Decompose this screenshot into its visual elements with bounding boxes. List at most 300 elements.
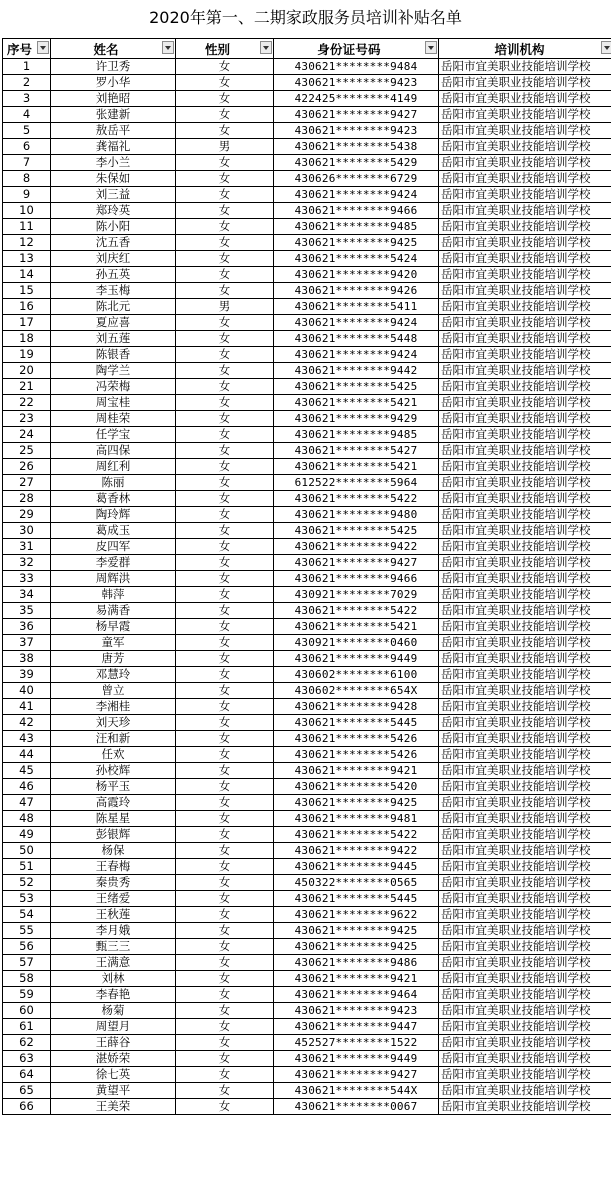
cell-institution[interactable]: 岳阳市宜美职业技能培训学校 (439, 747, 611, 763)
cell-name[interactable]: 湛娇荣 (51, 1051, 176, 1067)
cell-no[interactable]: 14 (3, 267, 51, 283)
cell-no[interactable]: 3 (3, 91, 51, 107)
cell-sex[interactable]: 女 (176, 395, 274, 411)
cell-no[interactable]: 33 (3, 571, 51, 587)
cell-no[interactable]: 8 (3, 171, 51, 187)
cell-name[interactable]: 王美荣 (51, 1099, 176, 1115)
cell-no[interactable]: 34 (3, 587, 51, 603)
cell-institution[interactable]: 岳阳市宜美职业技能培训学校 (439, 635, 611, 651)
cell-id-number[interactable]: 430621********9486 (274, 955, 439, 971)
cell-sex[interactable]: 女 (176, 411, 274, 427)
cell-institution[interactable]: 岳阳市宜美职业技能培训学校 (439, 315, 611, 331)
cell-name[interactable]: 王绪爱 (51, 891, 176, 907)
cell-sex[interactable]: 女 (176, 459, 274, 475)
cell-name[interactable]: 张建新 (51, 107, 176, 123)
cell-sex[interactable]: 女 (176, 491, 274, 507)
cell-no[interactable]: 18 (3, 331, 51, 347)
cell-institution[interactable]: 岳阳市宜美职业技能培训学校 (439, 571, 611, 587)
cell-name[interactable]: 周桂荣 (51, 411, 176, 427)
cell-id-number[interactable]: 430621********9449 (274, 651, 439, 667)
cell-no[interactable]: 7 (3, 155, 51, 171)
cell-id-number[interactable]: 430621********5421 (274, 459, 439, 475)
cell-sex[interactable]: 女 (176, 107, 274, 123)
cell-name[interactable]: 刘艳昭 (51, 91, 176, 107)
cell-institution[interactable]: 岳阳市宜美职业技能培训学校 (439, 715, 611, 731)
filter-dropdown-icon[interactable] (162, 41, 174, 54)
cell-name[interactable]: 陈星星 (51, 811, 176, 827)
filter-dropdown-icon[interactable] (601, 41, 611, 54)
column-header-org[interactable] (439, 39, 611, 59)
cell-institution[interactable]: 岳阳市宜美职业技能培训学校 (439, 779, 611, 795)
cell-id-number[interactable]: 430621********9422 (274, 843, 439, 859)
cell-no[interactable]: 51 (3, 859, 51, 875)
cell-no[interactable]: 22 (3, 395, 51, 411)
cell-id-number[interactable]: 430621********9427 (274, 555, 439, 571)
cell-no[interactable]: 16 (3, 299, 51, 315)
cell-name[interactable]: 敖岳平 (51, 123, 176, 139)
cell-no[interactable]: 11 (3, 219, 51, 235)
cell-institution[interactable]: 岳阳市宜美职业技能培训学校 (439, 187, 611, 203)
cell-name[interactable]: 杨早霞 (51, 619, 176, 635)
cell-sex[interactable]: 女 (176, 379, 274, 395)
cell-institution[interactable]: 岳阳市宜美职业技能培训学校 (439, 1083, 611, 1099)
cell-id-number[interactable]: 430621********5411 (274, 299, 439, 315)
cell-no[interactable]: 20 (3, 363, 51, 379)
cell-no[interactable]: 36 (3, 619, 51, 635)
cell-id-number[interactable]: 430621********9449 (274, 1051, 439, 1067)
cell-institution[interactable]: 岳阳市宜美职业技能培训学校 (439, 939, 611, 955)
cell-name[interactable]: 皮四军 (51, 539, 176, 555)
cell-id-number[interactable]: 430621********0067 (274, 1099, 439, 1115)
cell-institution[interactable]: 岳阳市宜美职业技能培训学校 (439, 1019, 611, 1035)
cell-name[interactable]: 韩萍 (51, 587, 176, 603)
cell-sex[interactable]: 女 (176, 987, 274, 1003)
cell-no[interactable]: 2 (3, 75, 51, 91)
cell-institution[interactable]: 岳阳市宜美职业技能培训学校 (439, 619, 611, 635)
cell-name[interactable]: 汪和新 (51, 731, 176, 747)
cell-sex[interactable]: 女 (176, 1003, 274, 1019)
cell-no[interactable]: 32 (3, 555, 51, 571)
cell-id-number[interactable]: 422425********4149 (274, 91, 439, 107)
filter-dropdown-icon[interactable] (260, 41, 272, 54)
cell-sex[interactable]: 女 (176, 507, 274, 523)
cell-institution[interactable]: 岳阳市宜美职业技能培训学校 (439, 91, 611, 107)
cell-id-number[interactable]: 430621********5445 (274, 891, 439, 907)
cell-institution[interactable]: 岳阳市宜美职业技能培训学校 (439, 1003, 611, 1019)
cell-institution[interactable]: 岳阳市宜美职业技能培训学校 (439, 1099, 611, 1115)
cell-no[interactable]: 21 (3, 379, 51, 395)
cell-institution[interactable]: 岳阳市宜美职业技能培训学校 (439, 843, 611, 859)
cell-id-number[interactable]: 430621********9425 (274, 235, 439, 251)
cell-sex[interactable]: 女 (176, 811, 274, 827)
cell-id-number[interactable]: 430621********9442 (274, 363, 439, 379)
cell-no[interactable]: 29 (3, 507, 51, 523)
cell-name[interactable]: 高四保 (51, 443, 176, 459)
cell-sex[interactable]: 女 (176, 651, 274, 667)
cell-name[interactable]: 沈五香 (51, 235, 176, 251)
cell-no[interactable]: 55 (3, 923, 51, 939)
cell-no[interactable]: 54 (3, 907, 51, 923)
cell-id-number[interactable]: 450322********0565 (274, 875, 439, 891)
cell-name[interactable]: 任学宝 (51, 427, 176, 443)
cell-sex[interactable]: 女 (176, 155, 274, 171)
cell-id-number[interactable]: 430621********5421 (274, 395, 439, 411)
column-header-no[interactable] (3, 39, 51, 59)
cell-no[interactable]: 38 (3, 651, 51, 667)
cell-no[interactable]: 27 (3, 475, 51, 491)
cell-institution[interactable]: 岳阳市宜美职业技能培训学校 (439, 859, 611, 875)
cell-sex[interactable]: 女 (176, 683, 274, 699)
cell-sex[interactable]: 女 (176, 955, 274, 971)
cell-sex[interactable]: 女 (176, 795, 274, 811)
cell-name[interactable]: 彭银辉 (51, 827, 176, 843)
cell-id-number[interactable]: 430621********9466 (274, 571, 439, 587)
filter-dropdown-icon[interactable] (37, 41, 49, 54)
cell-no[interactable]: 40 (3, 683, 51, 699)
cell-no[interactable]: 4 (3, 107, 51, 123)
cell-id-number[interactable]: 430621********5426 (274, 747, 439, 763)
cell-name[interactable]: 孙校辉 (51, 763, 176, 779)
cell-institution[interactable]: 岳阳市宜美职业技能培训学校 (439, 395, 611, 411)
cell-id-number[interactable]: 430921********0460 (274, 635, 439, 651)
cell-name[interactable]: 陈小阳 (51, 219, 176, 235)
cell-institution[interactable]: 岳阳市宜美职业技能培训学校 (439, 107, 611, 123)
cell-institution[interactable]: 岳阳市宜美职业技能培训学校 (439, 427, 611, 443)
filter-dropdown-icon[interactable] (425, 41, 437, 54)
cell-institution[interactable]: 岳阳市宜美职业技能培训学校 (439, 235, 611, 251)
cell-id-number[interactable]: 430621********5425 (274, 523, 439, 539)
cell-no[interactable]: 12 (3, 235, 51, 251)
cell-name[interactable]: 陶玲辉 (51, 507, 176, 523)
cell-sex[interactable]: 女 (176, 59, 274, 75)
cell-id-number[interactable]: 430621********9445 (274, 859, 439, 875)
cell-institution[interactable]: 岳阳市宜美职业技能培训学校 (439, 507, 611, 523)
cell-id-number[interactable]: 430621********9466 (274, 203, 439, 219)
cell-name[interactable]: 李月娥 (51, 923, 176, 939)
cell-institution[interactable]: 岳阳市宜美职业技能培训学校 (439, 475, 611, 491)
cell-name[interactable]: 曾立 (51, 683, 176, 699)
cell-no[interactable]: 17 (3, 315, 51, 331)
cell-id-number[interactable]: 430621********9421 (274, 971, 439, 987)
cell-sex[interactable]: 女 (176, 171, 274, 187)
cell-no[interactable]: 59 (3, 987, 51, 1003)
cell-sex[interactable]: 女 (176, 1067, 274, 1083)
cell-name[interactable]: 冯荣梅 (51, 379, 176, 395)
cell-id-number[interactable]: 430621********9484 (274, 59, 439, 75)
cell-institution[interactable]: 岳阳市宜美职业技能培训学校 (439, 443, 611, 459)
cell-sex[interactable]: 女 (176, 971, 274, 987)
cell-sex[interactable]: 女 (176, 747, 274, 763)
cell-name[interactable]: 许卫秀 (51, 59, 176, 75)
cell-institution[interactable]: 岳阳市宜美职业技能培训学校 (439, 283, 611, 299)
cell-id-number[interactable]: 430621********9426 (274, 283, 439, 299)
cell-institution[interactable]: 岳阳市宜美职业技能培训学校 (439, 379, 611, 395)
cell-no[interactable]: 24 (3, 427, 51, 443)
cell-no[interactable]: 56 (3, 939, 51, 955)
cell-id-number[interactable]: 430621********5420 (274, 779, 439, 795)
cell-id-number[interactable]: 430621********544X (274, 1083, 439, 1099)
cell-no[interactable]: 47 (3, 795, 51, 811)
cell-name[interactable]: 陈丽 (51, 475, 176, 491)
cell-sex[interactable]: 女 (176, 843, 274, 859)
cell-institution[interactable]: 岳阳市宜美职业技能培训学校 (439, 1067, 611, 1083)
cell-sex[interactable]: 女 (176, 347, 274, 363)
cell-institution[interactable]: 岳阳市宜美职业技能培训学校 (439, 251, 611, 267)
cell-no[interactable]: 66 (3, 1099, 51, 1115)
cell-name[interactable]: 李春艳 (51, 987, 176, 1003)
cell-no[interactable]: 15 (3, 283, 51, 299)
cell-institution[interactable]: 岳阳市宜美职业技能培训学校 (439, 907, 611, 923)
cell-no[interactable]: 9 (3, 187, 51, 203)
cell-id-number[interactable]: 430602********6100 (274, 667, 439, 683)
cell-no[interactable]: 65 (3, 1083, 51, 1099)
cell-name[interactable]: 王春梅 (51, 859, 176, 875)
cell-sex[interactable]: 女 (176, 187, 274, 203)
cell-no[interactable]: 64 (3, 1067, 51, 1083)
cell-name[interactable]: 刘林 (51, 971, 176, 987)
cell-institution[interactable]: 岳阳市宜美职业技能培训学校 (439, 75, 611, 91)
cell-name[interactable]: 刘庆红 (51, 251, 176, 267)
cell-id-number[interactable]: 430621********9423 (274, 75, 439, 91)
cell-id-number[interactable]: 430621********9422 (274, 539, 439, 555)
cell-id-number[interactable]: 430621********9428 (274, 699, 439, 715)
cell-id-number[interactable]: 430621********9481 (274, 811, 439, 827)
cell-institution[interactable]: 岳阳市宜美职业技能培训学校 (439, 683, 611, 699)
cell-no[interactable]: 26 (3, 459, 51, 475)
cell-institution[interactable]: 岳阳市宜美职业技能培训学校 (439, 699, 611, 715)
cell-institution[interactable]: 岳阳市宜美职业技能培训学校 (439, 795, 611, 811)
cell-sex[interactable]: 女 (176, 443, 274, 459)
cell-sex[interactable]: 女 (176, 779, 274, 795)
cell-id-number[interactable]: 430621********9464 (274, 987, 439, 1003)
cell-name[interactable]: 周辉洪 (51, 571, 176, 587)
cell-name[interactable]: 唐芳 (51, 651, 176, 667)
cell-institution[interactable]: 岳阳市宜美职业技能培训学校 (439, 731, 611, 747)
cell-institution[interactable]: 岳阳市宜美职业技能培训学校 (439, 139, 611, 155)
cell-no[interactable]: 19 (3, 347, 51, 363)
cell-id-number[interactable]: 430621********5429 (274, 155, 439, 171)
cell-sex[interactable]: 女 (176, 619, 274, 635)
cell-sex[interactable]: 女 (176, 235, 274, 251)
cell-sex[interactable]: 女 (176, 827, 274, 843)
cell-id-number[interactable]: 612522********5964 (274, 475, 439, 491)
cell-institution[interactable]: 岳阳市宜美职业技能培训学校 (439, 123, 611, 139)
cell-id-number[interactable]: 430626********6729 (274, 171, 439, 187)
cell-name[interactable]: 陈北元 (51, 299, 176, 315)
cell-no[interactable]: 10 (3, 203, 51, 219)
cell-id-number[interactable]: 430621********9429 (274, 411, 439, 427)
cell-sex[interactable]: 女 (176, 667, 274, 683)
cell-institution[interactable]: 岳阳市宜美职业技能培训学校 (439, 523, 611, 539)
cell-name[interactable]: 秦贵秀 (51, 875, 176, 891)
cell-id-number[interactable]: 430621********5422 (274, 827, 439, 843)
cell-no[interactable]: 31 (3, 539, 51, 555)
cell-id-number[interactable]: 430621********5426 (274, 731, 439, 747)
cell-sex[interactable]: 女 (176, 1083, 274, 1099)
cell-id-number[interactable]: 430621********9480 (274, 507, 439, 523)
cell-name[interactable]: 葛香林 (51, 491, 176, 507)
cell-sex[interactable]: 女 (176, 1019, 274, 1035)
cell-no[interactable]: 28 (3, 491, 51, 507)
cell-sex[interactable]: 女 (176, 699, 274, 715)
cell-institution[interactable]: 岳阳市宜美职业技能培训学校 (439, 603, 611, 619)
cell-no[interactable]: 52 (3, 875, 51, 891)
cell-sex[interactable]: 女 (176, 203, 274, 219)
cell-no[interactable]: 46 (3, 779, 51, 795)
cell-id-number[interactable]: 430621********5427 (274, 443, 439, 459)
cell-id-number[interactable]: 430621********5421 (274, 619, 439, 635)
cell-name[interactable]: 王薛谷 (51, 1035, 176, 1051)
cell-id-number[interactable]: 430621********9425 (274, 923, 439, 939)
cell-name[interactable]: 甄三三 (51, 939, 176, 955)
cell-sex[interactable]: 女 (176, 75, 274, 91)
cell-id-number[interactable]: 452527********1522 (274, 1035, 439, 1051)
cell-id-number[interactable]: 430621********9485 (274, 427, 439, 443)
cell-no[interactable]: 41 (3, 699, 51, 715)
cell-id-number[interactable]: 430621********9447 (274, 1019, 439, 1035)
cell-name[interactable]: 徐七英 (51, 1067, 176, 1083)
cell-institution[interactable]: 岳阳市宜美职业技能培训学校 (439, 923, 611, 939)
cell-id-number[interactable]: 430621********9427 (274, 1067, 439, 1083)
cell-no[interactable]: 57 (3, 955, 51, 971)
cell-institution[interactable]: 岳阳市宜美职业技能培训学校 (439, 875, 611, 891)
cell-sex[interactable]: 女 (176, 251, 274, 267)
cell-name[interactable]: 陶学兰 (51, 363, 176, 379)
cell-name[interactable]: 夏应喜 (51, 315, 176, 331)
cell-id-number[interactable]: 430621********9424 (274, 315, 439, 331)
cell-no[interactable]: 13 (3, 251, 51, 267)
cell-id-number[interactable]: 430621********9425 (274, 939, 439, 955)
cell-id-number[interactable]: 430621********5448 (274, 331, 439, 347)
cell-sex[interactable]: 男 (176, 139, 274, 155)
cell-name[interactable]: 杨菊 (51, 1003, 176, 1019)
cell-sex[interactable]: 女 (176, 731, 274, 747)
cell-institution[interactable]: 岳阳市宜美职业技能培训学校 (439, 491, 611, 507)
cell-institution[interactable]: 岳阳市宜美职业技能培训学校 (439, 539, 611, 555)
cell-institution[interactable]: 岳阳市宜美职业技能培训学校 (439, 219, 611, 235)
cell-name[interactable]: 童军 (51, 635, 176, 651)
cell-institution[interactable]: 岳阳市宜美职业技能培训学校 (439, 651, 611, 667)
cell-name[interactable]: 李爱群 (51, 555, 176, 571)
cell-id-number[interactable]: 430621********5424 (274, 251, 439, 267)
cell-no[interactable]: 58 (3, 971, 51, 987)
cell-sex[interactable]: 女 (176, 315, 274, 331)
cell-institution[interactable]: 岳阳市宜美职业技能培训学校 (439, 987, 611, 1003)
cell-sex[interactable]: 女 (176, 475, 274, 491)
cell-name[interactable]: 李玉梅 (51, 283, 176, 299)
cell-sex[interactable]: 女 (176, 331, 274, 347)
cell-sex[interactable]: 女 (176, 123, 274, 139)
cell-sex[interactable]: 女 (176, 763, 274, 779)
cell-name[interactable]: 王满意 (51, 955, 176, 971)
cell-sex[interactable]: 女 (176, 1099, 274, 1115)
cell-name[interactable]: 易满香 (51, 603, 176, 619)
cell-name[interactable]: 杨保 (51, 843, 176, 859)
cell-id-number[interactable]: 430621********9424 (274, 187, 439, 203)
cell-name[interactable]: 周宝桂 (51, 395, 176, 411)
cell-name[interactable]: 孙五英 (51, 267, 176, 283)
cell-sex[interactable]: 男 (176, 299, 274, 315)
cell-name[interactable]: 葛成玉 (51, 523, 176, 539)
cell-no[interactable]: 39 (3, 667, 51, 683)
cell-sex[interactable]: 女 (176, 1051, 274, 1067)
column-header-name[interactable] (51, 39, 176, 59)
cell-institution[interactable]: 岳阳市宜美职业技能培训学校 (439, 555, 611, 571)
cell-no[interactable]: 44 (3, 747, 51, 763)
cell-no[interactable]: 48 (3, 811, 51, 827)
cell-id-number[interactable]: 430602********654X (274, 683, 439, 699)
cell-institution[interactable]: 岳阳市宜美职业技能培训学校 (439, 891, 611, 907)
cell-id-number[interactable]: 430621********9423 (274, 123, 439, 139)
cell-institution[interactable]: 岳阳市宜美职业技能培训学校 (439, 587, 611, 603)
cell-id-number[interactable]: 430621********5425 (274, 379, 439, 395)
cell-sex[interactable]: 女 (176, 1035, 274, 1051)
cell-no[interactable]: 1 (3, 59, 51, 75)
cell-id-number[interactable]: 430621********5438 (274, 139, 439, 155)
cell-institution[interactable]: 岳阳市宜美职业技能培训学校 (439, 955, 611, 971)
cell-sex[interactable]: 女 (176, 267, 274, 283)
cell-name[interactable]: 李小兰 (51, 155, 176, 171)
cell-institution[interactable]: 岳阳市宜美职业技能培训学校 (439, 171, 611, 187)
cell-institution[interactable]: 岳阳市宜美职业技能培训学校 (439, 971, 611, 987)
cell-sex[interactable]: 女 (176, 923, 274, 939)
cell-name[interactable]: 刘三益 (51, 187, 176, 203)
cell-institution[interactable]: 岳阳市宜美职业技能培训学校 (439, 155, 611, 171)
cell-institution[interactable]: 岳阳市宜美职业技能培训学校 (439, 59, 611, 75)
cell-sex[interactable]: 女 (176, 571, 274, 587)
cell-sex[interactable]: 女 (176, 555, 274, 571)
cell-sex[interactable]: 女 (176, 587, 274, 603)
cell-institution[interactable]: 岳阳市宜美职业技能培训学校 (439, 459, 611, 475)
cell-sex[interactable]: 女 (176, 891, 274, 907)
cell-sex[interactable]: 女 (176, 523, 274, 539)
cell-no[interactable]: 45 (3, 763, 51, 779)
cell-sex[interactable]: 女 (176, 715, 274, 731)
cell-sex[interactable]: 女 (176, 427, 274, 443)
cell-name[interactable]: 任欢 (51, 747, 176, 763)
cell-institution[interactable]: 岳阳市宜美职业技能培训学校 (439, 331, 611, 347)
cell-name[interactable]: 罗小华 (51, 75, 176, 91)
cell-institution[interactable]: 岳阳市宜美职业技能培训学校 (439, 347, 611, 363)
cell-no[interactable]: 60 (3, 1003, 51, 1019)
cell-no[interactable]: 62 (3, 1035, 51, 1051)
cell-no[interactable]: 63 (3, 1051, 51, 1067)
cell-institution[interactable]: 岳阳市宜美职业技能培训学校 (439, 827, 611, 843)
cell-name[interactable]: 刘天珍 (51, 715, 176, 731)
cell-institution[interactable]: 岳阳市宜美职业技能培训学校 (439, 203, 611, 219)
cell-no[interactable]: 23 (3, 411, 51, 427)
cell-name[interactable]: 王秋莲 (51, 907, 176, 923)
cell-sex[interactable]: 女 (176, 363, 274, 379)
cell-institution[interactable]: 岳阳市宜美职业技能培训学校 (439, 1035, 611, 1051)
cell-no[interactable]: 61 (3, 1019, 51, 1035)
cell-no[interactable]: 43 (3, 731, 51, 747)
cell-id-number[interactable]: 430621********9622 (274, 907, 439, 923)
cell-sex[interactable]: 女 (176, 939, 274, 955)
cell-no[interactable]: 25 (3, 443, 51, 459)
cell-sex[interactable]: 女 (176, 875, 274, 891)
cell-id-number[interactable]: 430621********9423 (274, 1003, 439, 1019)
cell-institution[interactable]: 岳阳市宜美职业技能培训学校 (439, 811, 611, 827)
cell-institution[interactable]: 岳阳市宜美职业技能培训学校 (439, 1051, 611, 1067)
cell-no[interactable]: 53 (3, 891, 51, 907)
cell-name[interactable]: 杨平玉 (51, 779, 176, 795)
cell-sex[interactable]: 女 (176, 91, 274, 107)
cell-id-number[interactable]: 430621********9420 (274, 267, 439, 283)
cell-sex[interactable]: 女 (176, 635, 274, 651)
cell-id-number[interactable]: 430621********9485 (274, 219, 439, 235)
cell-id-number[interactable]: 430621********9424 (274, 347, 439, 363)
